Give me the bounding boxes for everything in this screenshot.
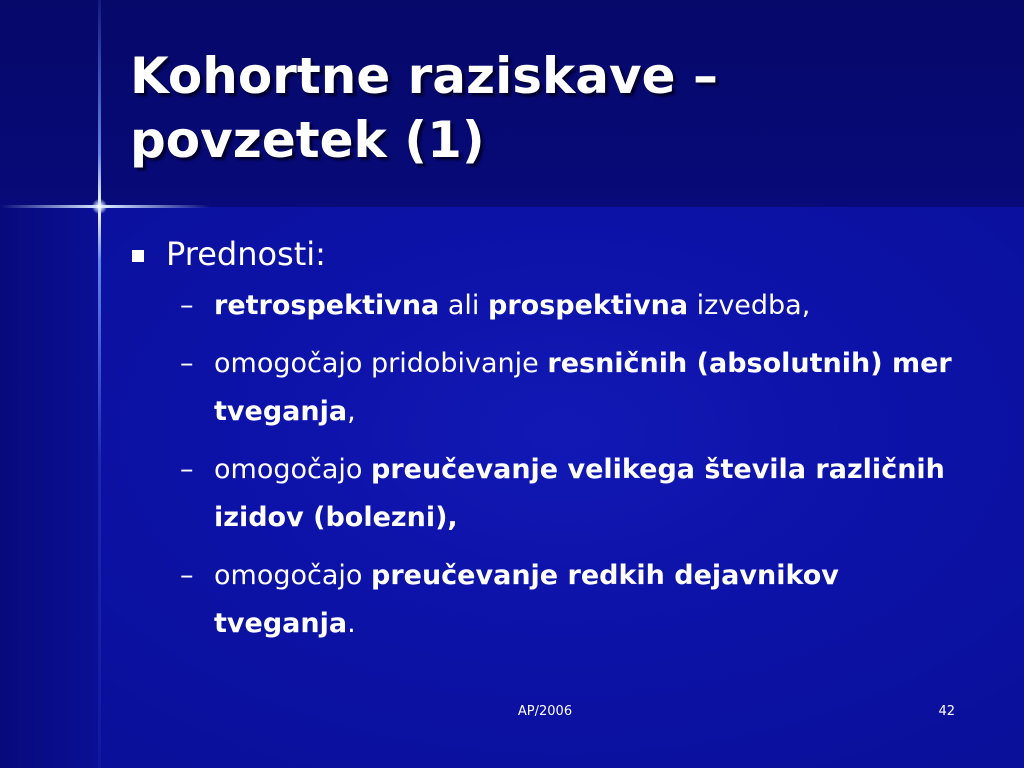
title-line-1: Kohortne raziskave –	[130, 47, 718, 105]
sub-bullet-item	[180, 340, 952, 436]
text-run: omogočajo pridobivanje	[214, 348, 548, 379]
sub-bullet-text	[214, 552, 952, 648]
square-bullet-icon	[132, 250, 144, 262]
sub-bullet-text	[214, 446, 952, 542]
footer-label: AP/2006	[517, 704, 573, 719]
text-run: .	[347, 608, 356, 639]
text-run-bold: preučevanje velikega števila različnih izidov (bolezni),	[214, 454, 945, 533]
dash-marker: –	[180, 454, 194, 485]
text-run-bold: retrospektivna	[214, 290, 440, 321]
text-run-bold: prospektivna	[488, 290, 689, 321]
vertical-light-line	[98, 0, 101, 768]
slide-content	[132, 232, 952, 658]
bullet-prednosti	[132, 232, 952, 276]
text-run: omogočajo	[214, 560, 371, 591]
text-run-bold: resničnih (absolutnih) mer tveganja	[214, 348, 952, 427]
sub-bullet-text	[214, 340, 952, 436]
title-line-2: povzetek (1)	[130, 111, 485, 169]
bullet-label: Prednosti:	[166, 235, 326, 273]
left-band	[0, 207, 100, 768]
text-run-bold: preučevanje redkih dejavnikov tveganja	[214, 560, 839, 639]
dash-marker: –	[180, 290, 194, 321]
slide-title	[130, 44, 990, 172]
sub-bullet-item	[180, 282, 952, 330]
page-number: 42	[938, 704, 955, 719]
dash-marker: –	[180, 560, 194, 591]
text-run: ,	[347, 396, 356, 427]
text-run: ali	[439, 290, 488, 321]
text-run: izvedba,	[688, 290, 811, 321]
sub-bullet-item	[180, 552, 952, 648]
text-run: omogočajo	[214, 454, 371, 485]
sub-bullet-item	[180, 446, 952, 542]
dash-marker: –	[180, 348, 194, 379]
sub-bullet-list	[180, 282, 952, 648]
sub-bullet-text	[214, 282, 952, 330]
sparkle-icon	[92, 199, 107, 214]
